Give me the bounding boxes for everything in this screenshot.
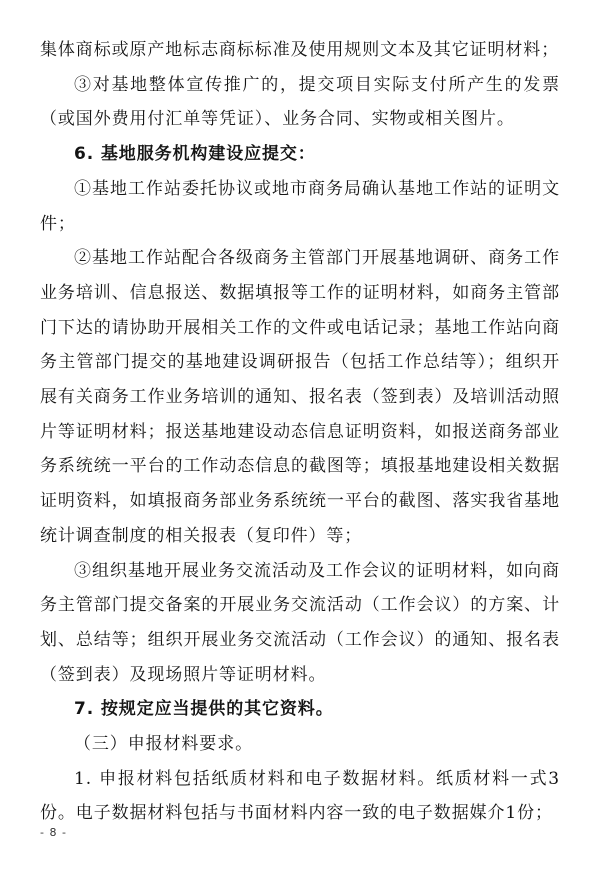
- document-body: [40, 0, 560, 831]
- page-number: - 8 -: [40, 826, 67, 839]
- subsection-heading-3: （三）申报材料要求。: [74, 734, 253, 755]
- paragraph-requirement-1: 1. 申报材料包括纸质材料和电子数据材料。纸质材料一式3份。电子数据材料包括与书面材料内容一致的电子数据媒介1份；: [40, 768, 560, 824]
- paragraph-item-2-workstation: ②基地工作站配合各级商务主管部门开展基地调研、商务工作业务培训、信息报送、数据填报等工作的证明材料，如商务主管部门下达的请协助开展相关工作的文件或电话记录；基地工作站向商务主管部门提交的基地建设调研报告（包括工作总结等）；组织开展有关商务工作业务培训的通知、报名表（签到表）及培训活动照片等证明材料；报送基地建设动态信息证明资料，如报送商务部业务系统统一平台的工作动态信息的截图等；填报基地建设相关数据证明资料，如填报商务部业务系统统一平台的截图、落实我省基地统计调查制度的相关报表（复印件）等；: [40, 248, 560, 546]
- paragraph-continuation: 集体商标或原产地标志商标标准及使用规则文本及其它证明材料；: [40, 40, 560, 60]
- paragraph-item-3-exchange: ③组织基地开展业务交流活动及工作会议的证明材料，如向商务主管部门提交备案的开展业务交流活动（工作会议）的方案、计划、总结等；组织开展业务交流活动（工作会议）的通知、报名表（签到表）及现场照片等证明材料。: [40, 560, 560, 685]
- section-heading-7: 7. 按规定应当提供的其它资料。: [74, 699, 334, 720]
- paragraph-item-1-agreement: ①基地工作站委托协议或地市商务局确认基地工作站的证明文件；: [40, 178, 560, 234]
- paragraph-item-3-promotion: ③对基地整体宣传推广的，提交项目实际支付所产生的发票（或国外费用付汇单等凭证）、业务合同、实物或相关图片。: [40, 74, 560, 130]
- section-heading-6: 6. 基地服务机构建设应提交：: [74, 144, 316, 165]
